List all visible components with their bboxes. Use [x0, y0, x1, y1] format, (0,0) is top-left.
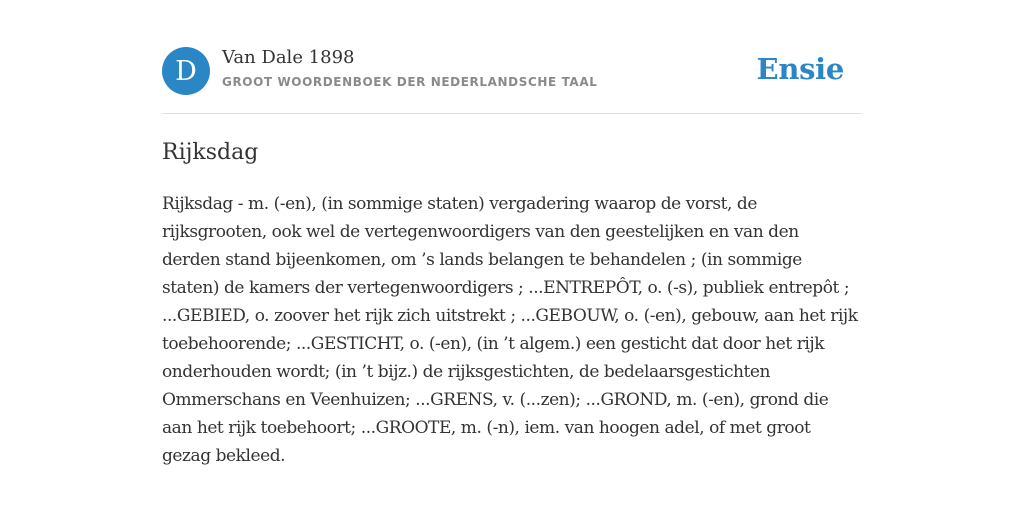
brand-logo[interactable]: Ensie — [756, 52, 844, 86]
entry-definition: Rijksdag - m. (-en), (in sommige staten) vergadering waarop de vorst, de rijksgrooten, ook wel de vertegenwoordigers van den geestelijken en van den derden stand bijeenkomen, om ’s lands belangen te behandelen ; (in sommige staten) de kamers der vertegenwoordigers ; ...ENTREPÔT, o. (-s), publiek entrepôt ; ...GEBIED, o. zoover het rijk zich uitstrekt ; ...GEBOUW, o. (-en), gebouw, aan het rijk toebehoorende; ...GESTICHT, o. (-en), (in ’t algem.) een gesticht dat door het rijk onderhouden wordt; (in ’t bijz.) de rijksgestichten, de bedelaarsgestichten Ommerschans en Veenhuizen; ...GRENS, v. (...zen); ...GROND, m. (-en), grond die aan het rijk toebehoort; ...GROOTE, m. (-n), iem. van hoogen adel, of met groot gezag bekleed. — [162, 194, 858, 466]
header-divider — [162, 113, 862, 114]
entry-title: Rijksdag — [162, 140, 259, 165]
source-avatar[interactable]: D — [162, 47, 210, 95]
source-subtitle: GROOT WOORDENBOEK DER NEDERLANDSCHE TAAL — [222, 75, 598, 89]
source-title[interactable]: Van Dale 1898 — [222, 47, 355, 68]
source-header — [162, 45, 862, 97]
